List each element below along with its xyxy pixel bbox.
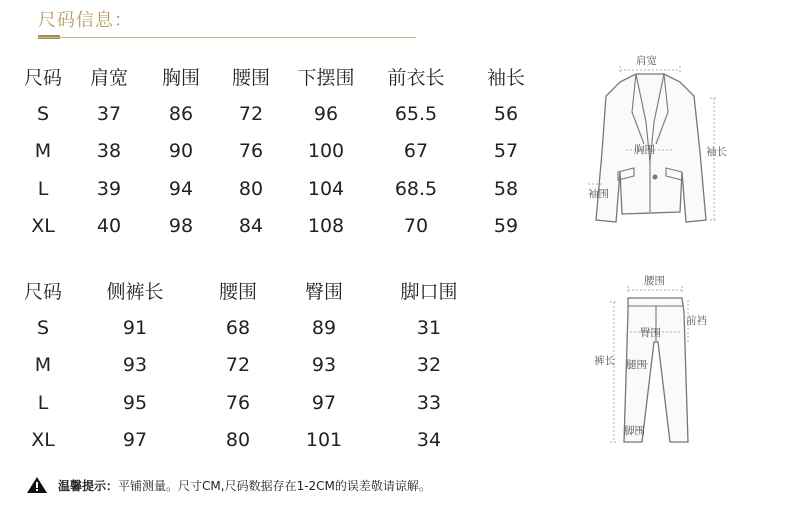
- header-hip: 臀围: [304, 280, 343, 303]
- table-cell: 101: [305, 429, 343, 452]
- table-cell: 98: [168, 215, 194, 238]
- warm-tip: [26, 476, 431, 494]
- thigh-label: 腿围: [626, 359, 647, 371]
- table-row: [14, 133, 546, 171]
- table-cell: 93: [122, 354, 148, 377]
- tip-text: 平铺测量。尺寸CM,尺码数据存在1-2CM的误差敬请谅解。: [118, 478, 431, 493]
- table-cell: 95: [122, 391, 148, 414]
- size-cell: L: [37, 391, 49, 414]
- header-chest: 胸围: [161, 66, 200, 89]
- header-ankle: 脚口围: [400, 280, 458, 303]
- pants-diagram: [590, 272, 730, 452]
- table-cell: 104: [307, 177, 345, 200]
- header-size: 尺码: [23, 280, 62, 303]
- table-cell: 97: [122, 429, 148, 452]
- header-size: 尺码: [23, 66, 62, 89]
- size-cell: M: [34, 140, 52, 163]
- page-title: 尺码信息：: [38, 10, 133, 31]
- jacket-size-table: [14, 57, 546, 245]
- size-cell: S: [36, 102, 50, 125]
- size-cell: L: [37, 177, 49, 200]
- table-cell: 33: [416, 391, 442, 414]
- size-cell: XL: [31, 429, 55, 452]
- title-divider: [38, 37, 416, 38]
- table-cell: 68: [225, 316, 251, 339]
- table-cell: 100: [307, 140, 345, 163]
- size-cell: S: [36, 316, 50, 339]
- table-row: [14, 422, 488, 460]
- table-cell: 76: [238, 140, 264, 163]
- waist-label: 腰围: [644, 275, 665, 287]
- header-sleeve-length: 袖长: [486, 66, 525, 89]
- table-cell: 40: [96, 215, 122, 238]
- table-header-row: [14, 57, 546, 95]
- warning-icon: [26, 476, 48, 494]
- table-cell: 96: [313, 102, 339, 125]
- table-cell: 94: [168, 177, 194, 200]
- jacket-button: [653, 175, 658, 180]
- hip-label: 臀围: [640, 327, 661, 339]
- table-cell: 72: [238, 102, 264, 125]
- pants-size-table: [14, 271, 488, 459]
- tip-lead: 温馨提示：: [58, 478, 119, 493]
- header-shoulder: 肩宽: [89, 66, 128, 89]
- table-row: [14, 95, 546, 133]
- table-cell: 90: [168, 140, 194, 163]
- table-cell: 86: [168, 102, 194, 125]
- table-cell: 68.5: [394, 177, 438, 200]
- jacket-diagram: [576, 52, 746, 232]
- front-rise-label: 前裆: [686, 315, 707, 327]
- table-cell: 32: [416, 354, 442, 377]
- header-front-length: 前衣长: [387, 66, 445, 89]
- table-cell: 80: [225, 429, 251, 452]
- table-cell: 89: [311, 316, 337, 339]
- table-cell: 58: [493, 177, 519, 200]
- table-cell: 70: [403, 215, 429, 238]
- size-cell: M: [34, 354, 52, 377]
- table-header-row: [14, 271, 488, 309]
- table-row: [14, 347, 488, 385]
- table-cell: 80: [238, 177, 264, 200]
- table-cell: 72: [225, 354, 251, 377]
- table-cell: 31: [416, 316, 442, 339]
- shoulder-label: 肩宽: [636, 55, 657, 67]
- table-row: [14, 309, 488, 347]
- table-cell: 91: [122, 316, 148, 339]
- header-waist: 腰围: [231, 66, 270, 89]
- table-row: [14, 170, 546, 208]
- header-hem: 下摆围: [297, 66, 355, 89]
- header-side-length: 侧裤长: [106, 280, 164, 303]
- table-cell: 84: [238, 215, 264, 238]
- table-cell: 67: [403, 140, 429, 163]
- table-cell: 39: [96, 177, 122, 200]
- table-cell: 56: [493, 102, 519, 125]
- sleeve-label: 袖长: [706, 146, 727, 158]
- table-cell: 97: [311, 391, 337, 414]
- ankle-label: 脚围: [624, 425, 645, 437]
- length-label: 裤长: [594, 355, 615, 367]
- table-cell: 38: [96, 140, 122, 163]
- table-cell: 76: [225, 391, 251, 414]
- table-cell: 65.5: [394, 102, 438, 125]
- size-cell: XL: [31, 215, 55, 238]
- table-cell: 34: [416, 429, 442, 452]
- table-row: [14, 208, 546, 246]
- chest-label: 胸围: [634, 144, 655, 156]
- header-waist: 腰围: [218, 280, 257, 303]
- table-row: [14, 384, 488, 422]
- table-cell: 59: [493, 215, 519, 238]
- table-cell: 108: [307, 215, 345, 238]
- table-cell: 57: [493, 140, 519, 163]
- table-cell: 37: [96, 102, 122, 125]
- table-cell: 93: [311, 354, 337, 377]
- hem-label: 袖围: [588, 188, 609, 200]
